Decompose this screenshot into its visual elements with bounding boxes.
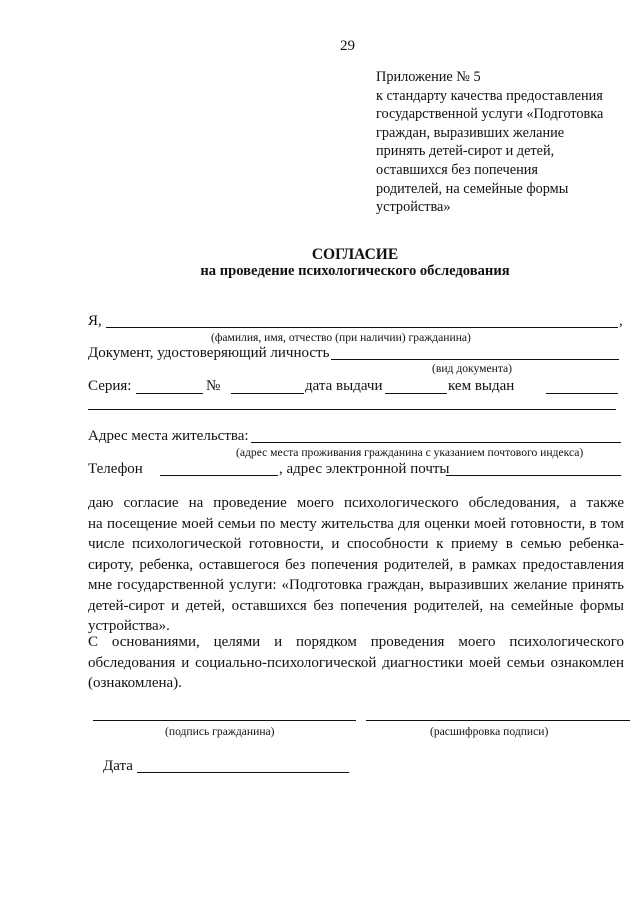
paragraph-line: на посещение моей семьи по месту жительства для оценки моей готовности, в том — [88, 515, 624, 532]
date-label: Дата — [103, 758, 133, 774]
paragraph-line: С основаниями, целями и порядком проведения моего психологического — [88, 634, 624, 650]
signature-decode-hint: (расшифровка подписи) — [430, 725, 549, 738]
paragraph-line: (ознакомлена). — [88, 675, 182, 691]
phone-label: Телефон — [88, 461, 143, 477]
issue-date-label: дата выдачи — [305, 378, 383, 394]
paragraph-line: даю согласие на проведение моего психологического обследования, а также — [88, 495, 624, 511]
issued-by-label: кем выдан — [448, 378, 515, 394]
number-field[interactable] — [231, 393, 304, 394]
fio-hint: (фамилия, имя, отчество (при наличии) гражданина) — [211, 331, 471, 344]
paragraph-line: мне государственной услуги: «Подготовка граждан, выразивших желание принять — [88, 577, 624, 593]
paragraph-line: детей-сирот и детей, оставшихся без попечения родителей, на семейные формы — [88, 597, 624, 614]
signature-field[interactable] — [93, 720, 356, 721]
document-type-field[interactable] — [331, 359, 619, 360]
document-subtitle: на проведение психологического обследования — [200, 263, 510, 279]
series-field[interactable] — [136, 393, 203, 394]
appendix-line: граждан, выразивших желание — [376, 124, 565, 141]
date-field[interactable] — [137, 772, 349, 773]
paragraph-line: устройства». — [88, 618, 170, 634]
document-title: СОГЛАСИЕ — [311, 246, 399, 263]
email-field[interactable] — [446, 475, 621, 476]
address-field[interactable] — [251, 442, 621, 443]
paragraph-line: обследования и социально-психологической диагностики моей семьи ознакомлен — [88, 654, 624, 671]
appendix-line: родителей, на семейные формы — [376, 180, 569, 197]
acquaint-paragraph — [88, 632, 624, 694]
fio-field[interactable] — [106, 327, 618, 328]
address-hint: (адрес места проживания гражданина с указанием почтового индекса) — [236, 446, 584, 459]
series-label: Серия: — [88, 378, 132, 394]
appendix-line: оставшихся без попечения — [376, 161, 538, 178]
appendix-line: устройства» — [376, 199, 451, 216]
email-label: , адрес электронной почты — [279, 461, 450, 477]
phone-field[interactable] — [160, 475, 278, 476]
document-hint: (вид документа) — [432, 362, 513, 375]
appendix-line: государственной услуги «Подготовка — [376, 106, 604, 123]
signature-decode-field[interactable] — [366, 720, 630, 721]
number-label: № — [206, 378, 221, 394]
i-label: Я, — [88, 313, 102, 329]
paragraph-line: сироту, ребенка, оставшегося без попечения родителей, в рамках предоставления — [88, 556, 624, 573]
issued-by-continuation-field[interactable] — [88, 409, 616, 410]
issue-date-field[interactable] — [385, 393, 447, 394]
page-number: 29 — [340, 38, 355, 54]
issued-by-field[interactable] — [546, 393, 618, 394]
document-label: Документ, удостоверяющий личность — [88, 345, 330, 361]
fio-comma: , — [619, 313, 623, 329]
consent-paragraph — [88, 493, 624, 637]
appendix-line: Приложение № 5 — [376, 69, 481, 85]
appendix-line: к стандарту качества предоставления — [376, 87, 603, 104]
paragraph-line: числе психологической готовности, и способности к приему в семью ребенка- — [88, 536, 624, 552]
appendix-line: принять детей-сирот и детей, — [376, 143, 555, 160]
appendix-header — [376, 68, 603, 217]
signature-hint: (подпись гражданина) — [165, 725, 275, 738]
address-label: Адрес места жительства: — [88, 428, 249, 444]
